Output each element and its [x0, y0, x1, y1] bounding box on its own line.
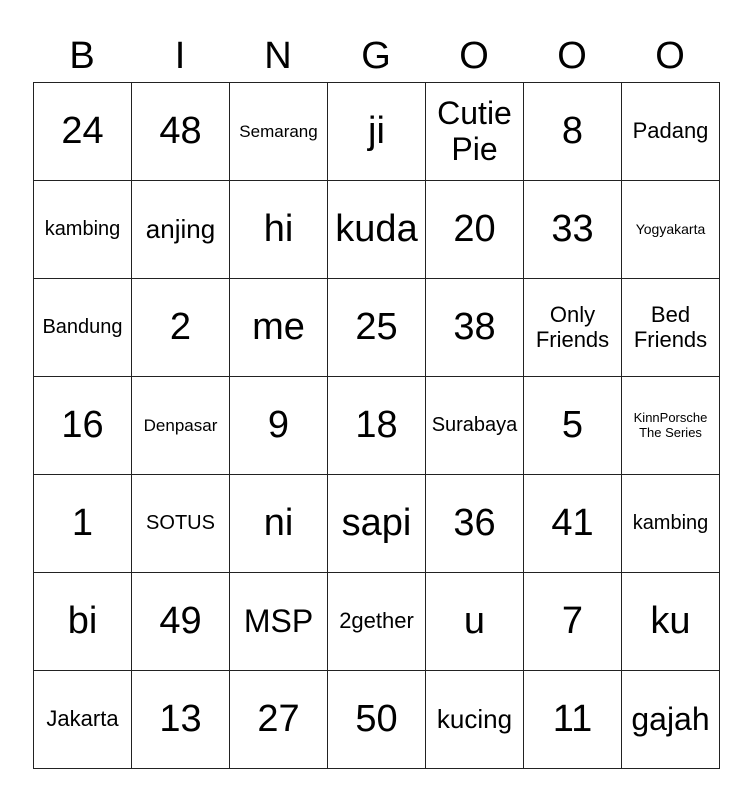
bingo-cell: 36 — [426, 475, 524, 573]
bingo-cell: Denpasar — [132, 377, 230, 475]
bingo-cell: Cutie Pie — [426, 83, 524, 181]
bingo-cell: MSP — [230, 573, 328, 671]
bingo-cell: 2 — [132, 279, 230, 377]
bingo-cell: 33 — [524, 181, 622, 279]
bingo-cell: Padang — [622, 83, 720, 181]
bingo-cell: 11 — [524, 671, 622, 769]
bingo-cell: u — [426, 573, 524, 671]
bingo-cell: kambing — [34, 181, 132, 279]
bingo-cell: Jakarta — [34, 671, 132, 769]
bingo-cell: Bed Friends — [622, 279, 720, 377]
bingo-cell: 49 — [132, 573, 230, 671]
header-letter: B — [69, 34, 95, 77]
bingo-cell: kuda — [328, 181, 426, 279]
header-letter: O — [557, 34, 587, 77]
bingo-cell: Surabaya — [426, 377, 524, 475]
bingo-cell: kambing — [622, 475, 720, 573]
bingo-cell: ji — [328, 83, 426, 181]
header-letter: O — [655, 34, 685, 77]
bingo-cell: 1 — [34, 475, 132, 573]
bingo-cell: KinnPorsche The Series — [622, 377, 720, 475]
bingo-cell: 9 — [230, 377, 328, 475]
bingo-cell: me — [230, 279, 328, 377]
bingo-cell: kucing — [426, 671, 524, 769]
bingo-cell: anjing — [132, 181, 230, 279]
bingo-cell: 5 — [524, 377, 622, 475]
bingo-cell: Semarang — [230, 83, 328, 181]
bingo-cell: 7 — [524, 573, 622, 671]
bingo-cell: 16 — [34, 377, 132, 475]
header-letter: I — [174, 34, 186, 77]
bingo-cell: 18 — [328, 377, 426, 475]
bingo-cell: 25 — [328, 279, 426, 377]
bingo-cell: ku — [622, 573, 720, 671]
bingo-cell: 38 — [426, 279, 524, 377]
bingo-cell: Only Friends — [524, 279, 622, 377]
bingo-cell: 41 — [524, 475, 622, 573]
header-letter: O — [459, 34, 489, 77]
bingo-cell: 48 — [132, 83, 230, 181]
bingo-cell: sapi — [328, 475, 426, 573]
bingo-cell: Bandung — [34, 279, 132, 377]
bingo-cell: SOTUS — [132, 475, 230, 573]
header-letter: N — [264, 34, 292, 77]
bingo-grid — [33, 82, 720, 769]
bingo-cell: 24 — [34, 83, 132, 181]
header-letter: G — [361, 34, 391, 77]
bingo-cell: Yogyakarta — [622, 181, 720, 279]
bingo-cell: hi — [230, 181, 328, 279]
bingo-card — [33, 30, 720, 769]
bingo-cell: ni — [230, 475, 328, 573]
bingo-cell: 27 — [230, 671, 328, 769]
bingo-header — [33, 30, 720, 82]
bingo-cell: 13 — [132, 671, 230, 769]
bingo-cell: bi — [34, 573, 132, 671]
bingo-cell: 20 — [426, 181, 524, 279]
bingo-cell: gajah — [622, 671, 720, 769]
bingo-cell: 2gether — [328, 573, 426, 671]
bingo-cell: 50 — [328, 671, 426, 769]
bingo-cell: 8 — [524, 83, 622, 181]
